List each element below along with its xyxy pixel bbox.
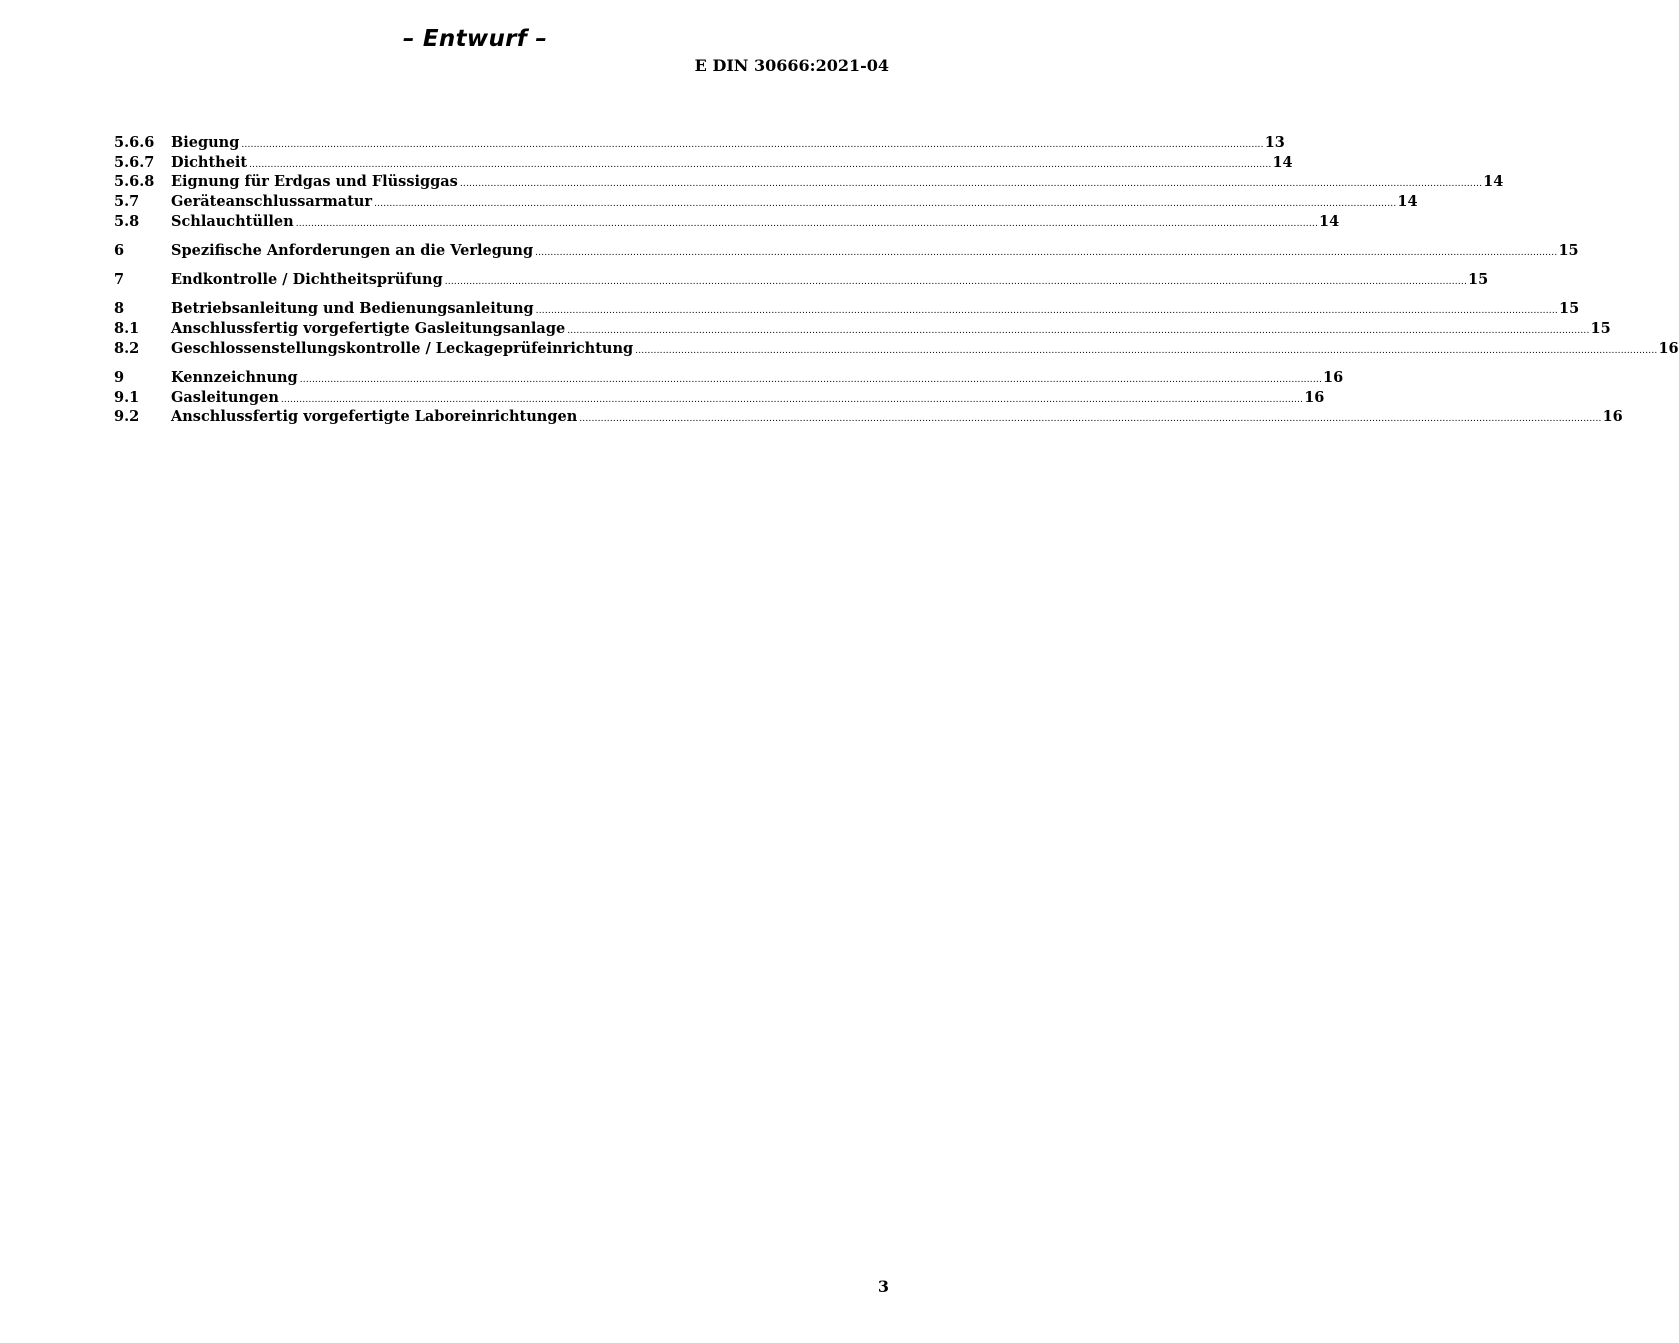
toc-entry-number: 5.6.8 <box>114 173 155 191</box>
toc-entry[interactable] <box>114 299 1580 319</box>
toc-entry-page: 16 <box>1323 368 1344 386</box>
toc-leader-dots <box>300 374 1322 386</box>
toc-entry[interactable] <box>114 241 1579 261</box>
toc-entry[interactable] <box>114 319 1611 339</box>
toc-leader-dots <box>241 139 1263 151</box>
toc-entry-number: 9 <box>114 368 125 386</box>
toc-entry-number: 7 <box>114 271 125 289</box>
toc-entry-number: 5.7 <box>114 193 140 211</box>
toc-leader-dots <box>635 345 1657 357</box>
toc-entry[interactable] <box>114 407 1623 427</box>
toc-entry-number: 5.8 <box>114 212 140 230</box>
toc-entry-number: 8.2 <box>114 339 140 357</box>
toc-leader-dots <box>281 394 1303 406</box>
toc-leader-dots <box>460 178 1482 190</box>
toc-entry[interactable] <box>114 192 1418 212</box>
toc-entry[interactable] <box>114 212 1340 232</box>
toc-entry-number: 5.6.7 <box>114 153 155 171</box>
toc-entry-page: 13 <box>1264 134 1285 151</box>
toc-entry-title: Geschlossenstellungskontrolle / Leckageprüfeinrichtung <box>171 339 634 357</box>
toc-leader-dots <box>535 247 1557 259</box>
toc-leader-dots <box>579 413 1601 425</box>
toc-entry-title: Endkontrolle / Dichtheitsprüfung <box>171 271 443 289</box>
toc-entry-title: Biegung <box>171 134 240 151</box>
toc-entry-page: 15 <box>1558 241 1579 259</box>
toc-entry-title: Anschlussfertig vorgefertigte Laboreinrichtungen <box>171 408 578 426</box>
toc-entry[interactable] <box>114 388 1325 408</box>
toc-entry-page: 15 <box>1558 300 1580 318</box>
toc-entry-number: 6 <box>114 241 125 259</box>
toc-entry-title: Anschlussfertig vorgefertigte Gasleitungsanlage <box>171 320 566 337</box>
toc-entry-page: 14 <box>1319 212 1340 230</box>
toc-entry-number: 9.2 <box>114 408 140 426</box>
toc-entry[interactable] <box>114 368 1344 388</box>
toc-entry-number: 8 <box>114 300 125 318</box>
toc-entry[interactable] <box>114 172 1504 192</box>
toc-entry-number: 5.6.6 <box>114 134 155 151</box>
toc-entry-title: Kennzeichnung <box>171 368 298 386</box>
table-of-contents <box>114 133 1679 427</box>
draft-title: – Entwurf – <box>402 26 548 52</box>
toc-leader-dots <box>296 218 1318 230</box>
toc-entry[interactable] <box>114 133 1285 153</box>
toc-leader-dots <box>374 198 1396 210</box>
toc-entry-title: Betriebsanleitung und Bedienungsanleitung <box>171 300 534 318</box>
document-id: E DIN 30666:2021-04 <box>694 56 889 75</box>
toc-entry-title: Geräteanschlussarmatur <box>171 193 373 211</box>
toc-leader-dots <box>249 159 1271 171</box>
toc-entry-title: Schlauchtüllen <box>171 212 294 230</box>
page-number: 3 <box>877 1277 889 1296</box>
toc-entry-page: 14 <box>1397 193 1418 211</box>
toc-entry-title: Gasleitungen <box>171 388 279 406</box>
toc-entry-page: 14 <box>1272 153 1293 171</box>
toc-entry-number: 9.1 <box>114 388 140 406</box>
toc-entry-page: 16 <box>1304 388 1325 406</box>
toc-entry-title: Eignung für Erdgas und Flüssiggas <box>171 173 458 191</box>
toc-leader-dots <box>445 276 1467 288</box>
toc-leader-dots <box>536 305 1558 317</box>
toc-entry[interactable] <box>114 339 1679 359</box>
toc-leader-dots <box>567 325 1589 337</box>
toc-entry-title: Spezifische Anforderungen an die Verlegung <box>171 241 534 259</box>
toc-entry[interactable] <box>114 153 1293 173</box>
toc-entry-page: 14 <box>1483 173 1504 191</box>
toc-entry-page: 15 <box>1468 271 1489 289</box>
toc-entry[interactable] <box>114 270 1489 290</box>
toc-entry-page: 15 <box>1590 320 1611 337</box>
toc-entry-number: 8.1 <box>114 320 140 337</box>
toc-entry-title: Dichtheit <box>171 153 248 171</box>
toc-entry-page: 16 <box>1602 408 1623 426</box>
toc-entry-page: 16 <box>1658 339 1679 357</box>
